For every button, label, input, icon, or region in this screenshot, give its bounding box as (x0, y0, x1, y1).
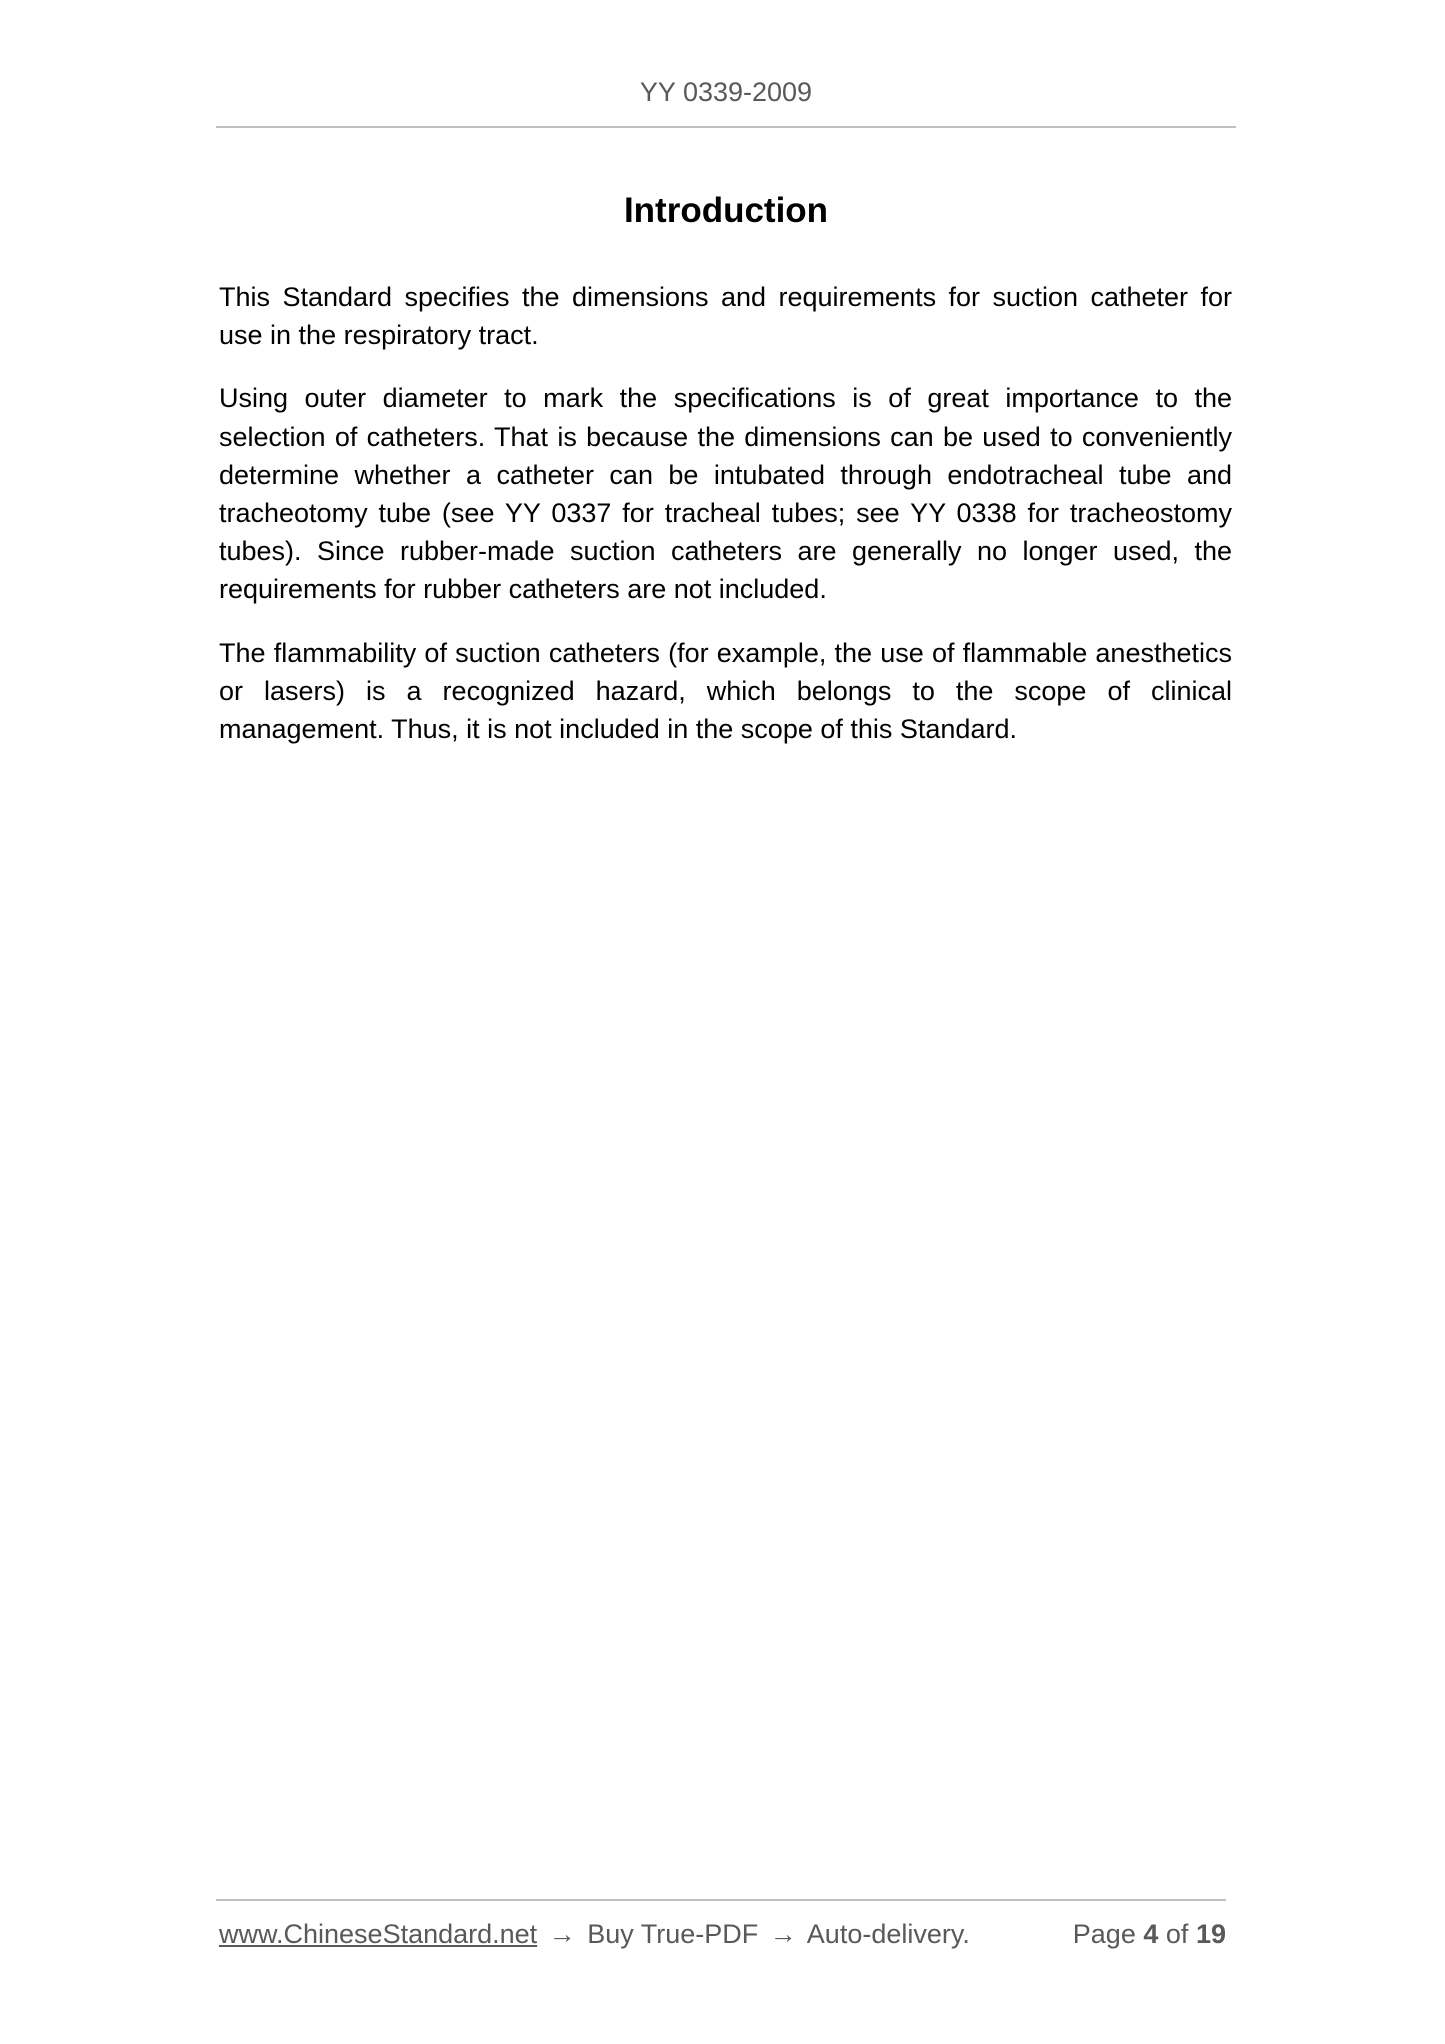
page-number: 4 (1143, 1919, 1159, 1949)
paragraph-2: Using outer diameter to mark the specifications is of great importance to the selection of catheters. That is because the dimensions can be used to conveniently determine whether a catheter can be intubated through endotracheal tube and tracheotomy tube (see YY 0337 for tracheal tubes; see YY 0338 for tracheostomy tubes). Since rubber-made suction catheters are generally no longer used, the requirements for rubber catheters are not included. (219, 383, 1232, 605)
auto-delivery-text: Auto-delivery. (806, 1919, 970, 1949)
buy-true-pdf-text: Buy True-PDF (587, 1919, 759, 1949)
total-pages: 19 (1195, 1919, 1226, 1949)
website-link[interactable]: www.ChineseStandard.net (219, 1919, 538, 1949)
document-id: YY 0339-2009 (639, 77, 813, 107)
paragraph-3: The flammability of suction catheters (for example, the use of flammable anesthetics or lasers) is a recognized hazard, which belongs to the scope of clinical management. Thus, it is not included in the scope of this Standard. (219, 637, 1232, 745)
arrow-right-icon: → (548, 1919, 576, 1949)
footer-divider (216, 1899, 1226, 1901)
page-title: Introduction (623, 191, 829, 230)
page-footer (219, 1914, 1226, 1954)
document-header (216, 72, 1236, 112)
arrow-right-icon: → (769, 1919, 797, 1949)
footer-promo (219, 1914, 970, 1954)
page-label: Page (1072, 1919, 1136, 1949)
page-counter (1073, 1914, 1226, 1954)
paragraph-1: This Standard specifies the dimensions and requirements for suction catheter for use in the respiratory tract. (219, 282, 1232, 351)
of-label: of (1165, 1919, 1189, 1949)
introduction-body (219, 278, 1232, 773)
header-divider (216, 126, 1236, 128)
